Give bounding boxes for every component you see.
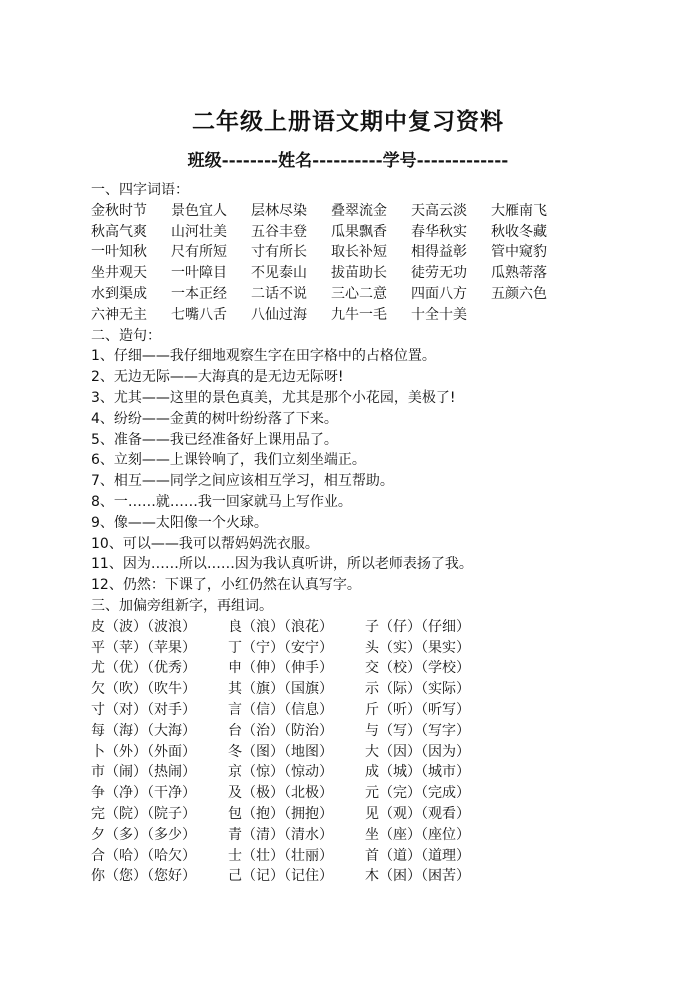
word-group-row: [91, 679, 681, 700]
word-group-row: [91, 762, 681, 783]
idiom: 二话不说: [251, 285, 307, 302]
word-group: 成（城）（城市）: [365, 764, 470, 781]
word-group: 首（道）（道理）: [365, 847, 470, 864]
word-group: 斤（听）（听写）: [365, 701, 470, 718]
word-group: 良（浪）（浪花）: [228, 618, 333, 635]
idiom: 六神无主: [91, 306, 147, 323]
idiom: 五谷丰登: [251, 223, 307, 240]
idiom-row: [91, 263, 681, 284]
sentence-item: 9、像——太阳像一个火球。: [91, 514, 268, 531]
idiom: 一本正经: [171, 285, 227, 302]
idiom-table: [91, 201, 681, 326]
idiom: 山河壮美: [171, 223, 227, 240]
word-group: 士（壮）（壮丽）: [228, 847, 333, 864]
word-group: 申（伸）（伸手）: [228, 660, 333, 677]
word-group: 京（惊）（惊动）: [228, 764, 333, 781]
sentence-item: 12、仍然：下课了，小红仍然在认真写字。: [91, 577, 361, 594]
word-group: 头（实）（果实）: [365, 639, 470, 656]
idiom: 景色宜人: [171, 202, 227, 219]
document-title: 二年级上册语文期中复习资料: [192, 108, 504, 135]
word-group-row: [91, 804, 681, 825]
idiom: 春华秋实: [411, 223, 467, 240]
word-group: 每（海）（大海）: [91, 722, 196, 739]
idiom-row: [91, 284, 681, 305]
idiom-row: [91, 305, 681, 326]
idiom: 坐井观天: [91, 265, 147, 282]
word-group-row: [91, 638, 681, 659]
idiom: 拔苗助长: [331, 265, 387, 282]
idiom: 四面八方: [411, 285, 467, 302]
idiom: 一叶知秋: [91, 244, 147, 261]
sentence-item: 1、仔细——我仔细地观察生字在田字格中的占格位置。: [91, 348, 436, 365]
word-group: 与（写）（写字）: [365, 722, 470, 739]
word-group: 坐（座）（座位）: [365, 826, 470, 843]
idiom: 尺有所短: [171, 244, 227, 261]
word-group-row: [91, 825, 681, 846]
word-group: 尤（优）（优秀）: [91, 660, 196, 677]
word-group-row: [91, 846, 681, 867]
sentence-item: 8、一……就……我一回家就马上写作业。: [91, 493, 352, 510]
word-group: 欠（吹）（吹牛）: [91, 681, 196, 698]
word-group-row: [91, 742, 681, 763]
section2-heading: 二、造句：: [91, 327, 161, 344]
word-group: 丁（宁）（安宁）: [228, 639, 333, 656]
idiom: 寸有所长: [251, 244, 307, 261]
idiom: 秋高气爽: [91, 223, 147, 240]
word-group: 包（抱）（拥抱）: [228, 805, 333, 822]
idiom: 瓜果飘香: [331, 223, 387, 240]
idiom: 天高云淡: [411, 202, 467, 219]
word-group-row: [91, 700, 681, 721]
idiom: 徒劳无功: [411, 265, 467, 282]
word-group: 及（极）（北极）: [228, 785, 333, 802]
word-group: 子（仔）（仔细）: [365, 618, 470, 635]
section3-heading: 三、加偏旁组新字，再组词。: [91, 597, 273, 614]
idiom-row: [91, 242, 681, 263]
word-group: 台（治）（防治）: [228, 722, 333, 739]
word-group: 平（苹）（苹果）: [91, 639, 196, 656]
idiom: 不见泰山: [251, 265, 307, 282]
sentence-item: 7、相互——同学之间应该相互学习，相互帮助。: [91, 473, 394, 490]
idiom: 金秋时节: [91, 202, 147, 219]
sentence-item: 10、可以——我可以帮妈妈洗衣服。: [91, 535, 319, 552]
word-group: 交（校）（学校）: [365, 660, 470, 677]
idiom: 水到渠成: [91, 285, 147, 302]
section1-heading: 一、四字词语：: [91, 182, 189, 198]
idiom: 大雁南飞: [491, 202, 547, 219]
word-group-row: [91, 658, 681, 679]
idiom: 相得益彰: [411, 244, 467, 261]
word-group: 其（旗）（国旗）: [228, 681, 333, 698]
idiom: 秋收冬藏: [491, 223, 547, 240]
idiom: 五颜六色: [491, 285, 547, 302]
word-group: 大（因）（因为）: [365, 743, 470, 760]
word-group: 木（困）（困苦）: [365, 868, 470, 885]
word-group-row: [91, 866, 681, 887]
word-group: 寸（对）（对手）: [91, 701, 196, 718]
word-group: 青（清）（清水）: [228, 826, 333, 843]
word-group: 合（哈）（哈欠）: [91, 847, 196, 864]
idiom: 九牛一毛: [331, 306, 387, 323]
sentence-item: 3、尤其——这里的景色真美，尤其是那个小花园，美极了!: [91, 389, 456, 406]
idiom: 管中窥豹: [491, 244, 547, 261]
word-group: 示（际）（实际）: [365, 681, 470, 698]
idiom: 叠翠流金: [331, 202, 387, 219]
sentence-item: 11、因为……所以……因为我认真听讲，所以老师表扬了我。: [91, 556, 473, 573]
document-body: [91, 180, 681, 887]
word-group: 言（信）（信息）: [228, 701, 333, 718]
idiom: 一叶障目: [171, 265, 227, 282]
word-group: 皮（波）（波浪）: [91, 618, 196, 635]
word-group: 完（院）（院子）: [91, 805, 196, 822]
word-group: 元（完）（完成）: [365, 785, 470, 802]
word-group-row: [91, 617, 681, 638]
idiom: 七嘴八舌: [171, 306, 227, 323]
word-group: 冬（图）（地图）: [228, 743, 333, 760]
radical-word-table: [91, 617, 681, 887]
idiom: 瓜熟蒂落: [491, 265, 547, 282]
sentence-item: 6、立刻——上课铃响了，我们立刻坐端正。: [91, 452, 366, 469]
word-group: 己（记）（记住）: [228, 868, 333, 885]
idiom-row: [91, 201, 681, 222]
word-group: 你（您）（您好）: [91, 868, 196, 885]
idiom: 八仙过海: [251, 306, 307, 323]
word-group-row: [91, 721, 681, 742]
sentence-item: 4、纷纷——金黄的树叶纷纷落了下来。: [91, 410, 338, 427]
word-group-row: [91, 783, 681, 804]
idiom: 取长补短: [331, 244, 387, 261]
word-group: 夕（多）（多少）: [91, 826, 196, 843]
sentence-item: 2、无边无际——大海真的是无边无际呀!: [91, 369, 344, 386]
word-group: 争（净）（干净）: [91, 785, 196, 802]
word-group: 市（闹）（热闹）: [91, 764, 196, 781]
idiom-row: [91, 222, 681, 243]
sentence-item: 5、准备——我已经准备好上课用品了。: [91, 431, 338, 448]
student-info-line: 班级--------姓名----------学号-------------: [187, 151, 509, 171]
word-group: 卜（外）（外面）: [91, 743, 196, 760]
idiom: 层林尽染: [251, 202, 307, 219]
idiom: 十全十美: [411, 306, 467, 323]
idiom: 三心二意: [331, 285, 387, 302]
word-group: 见（观）（观看）: [365, 805, 470, 822]
